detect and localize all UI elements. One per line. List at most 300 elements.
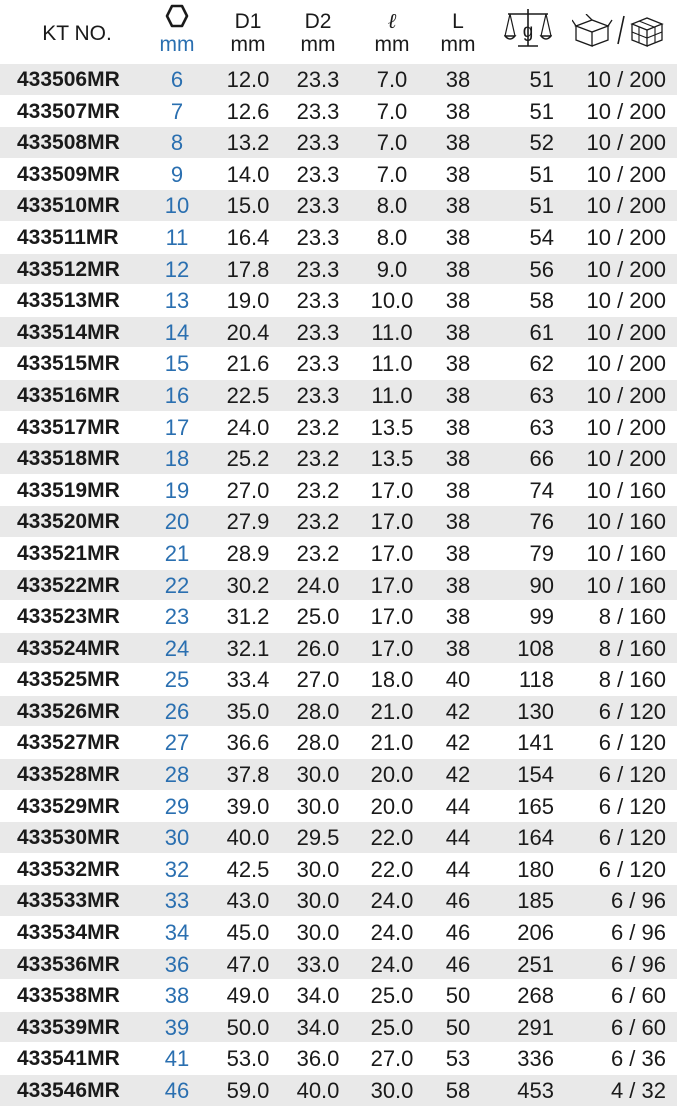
cell-mm: 21 xyxy=(164,540,190,566)
cell-mm: 30 xyxy=(164,825,190,851)
cell-pack: 6 / 120 xyxy=(598,825,666,851)
cell-L: 42 xyxy=(445,698,471,724)
cell-pack: 10 / 200 xyxy=(586,193,666,219)
cell-kt: 433536MR xyxy=(17,952,120,976)
table-row xyxy=(0,64,677,96)
cell-L: 38 xyxy=(445,604,471,630)
cell-l: 30.0 xyxy=(370,1078,414,1103)
cell-l: 25.0 xyxy=(370,1014,414,1040)
cell-pack: 6 / 96 xyxy=(610,888,666,914)
table-row xyxy=(0,601,677,633)
table-body xyxy=(0,64,677,1107)
cell-g: 51 xyxy=(529,193,554,219)
cell-d1: 40.0 xyxy=(226,825,270,851)
cell-mm: 13 xyxy=(164,288,190,314)
cell-kt: 433511MR xyxy=(17,225,119,249)
cell-d1: 39.0 xyxy=(226,793,270,819)
cell-d2: 29.5 xyxy=(296,825,340,851)
cell-kt: 433521MR xyxy=(17,541,120,565)
cell-pack: 10 / 200 xyxy=(586,414,666,440)
table-row xyxy=(0,1043,677,1075)
cell-pack: 10 / 200 xyxy=(586,351,666,377)
cell-L: 38 xyxy=(445,98,471,124)
cell-kt: 433512MR xyxy=(17,257,120,281)
cell-d1: 17.8 xyxy=(226,256,270,282)
cell-d1: 15.0 xyxy=(226,193,270,219)
cell-kt: 433533MR xyxy=(17,889,120,913)
cell-l: 7.0 xyxy=(376,67,408,92)
cell-kt: 433509MR xyxy=(17,162,120,186)
cell-pack: 10 / 160 xyxy=(586,572,666,598)
cell-d1: 14.0 xyxy=(226,161,270,187)
cell-g: 52 xyxy=(529,130,554,156)
header-d1-label: D1 xyxy=(234,10,262,33)
cell-d2: 26.0 xyxy=(296,635,340,661)
cell-g: 130 xyxy=(517,698,554,724)
cell-pack: 6 / 120 xyxy=(598,793,666,819)
cell-g: 74 xyxy=(529,477,554,503)
cell-l: 11.0 xyxy=(371,319,413,345)
cell-mm: 39 xyxy=(164,1014,190,1040)
box-icon xyxy=(572,14,664,48)
cell-g: 251 xyxy=(517,951,554,977)
cell-L: 38 xyxy=(445,130,471,156)
cell-d2: 36.0 xyxy=(296,1046,340,1072)
cell-pack: 6 / 36 xyxy=(610,1046,666,1072)
header-weight xyxy=(500,0,556,62)
cell-l: 17.0 xyxy=(370,477,414,503)
cell-d1: 42.5 xyxy=(226,856,270,882)
cell-d1: 19.0 xyxy=(226,288,270,314)
cell-L: 42 xyxy=(445,762,471,788)
cell-L: 46 xyxy=(445,951,471,977)
cell-kt: 433526MR xyxy=(17,699,120,723)
cell-L: 38 xyxy=(445,161,471,187)
cell-kt: 433541MR xyxy=(17,1047,120,1071)
cell-d2: 24.0 xyxy=(296,572,340,598)
table-row xyxy=(0,1012,677,1044)
cell-l: 25.0 xyxy=(370,983,414,1009)
cell-d2: 23.3 xyxy=(296,256,340,282)
cell-kt: 433507MR xyxy=(17,99,120,123)
cell-kt: 433524MR xyxy=(17,636,120,660)
cell-g: 108 xyxy=(517,635,554,661)
cell-l: 21.0 xyxy=(370,730,414,756)
cell-d2: 25.0 xyxy=(296,604,340,630)
cell-pack: 4 / 32 xyxy=(610,1078,666,1103)
cell-pack: 6 / 96 xyxy=(610,951,666,977)
cell-l: 20.0 xyxy=(370,793,414,819)
header-d2-label: D2 xyxy=(304,10,332,33)
cell-mm: 25 xyxy=(164,667,190,693)
header-kt-no xyxy=(22,0,132,62)
cell-mm: 22 xyxy=(164,572,190,598)
cell-mm: 34 xyxy=(164,920,190,946)
header-l xyxy=(436,0,480,62)
cell-L: 46 xyxy=(445,888,471,914)
cell-mm: 27 xyxy=(164,730,190,756)
table-row xyxy=(0,412,677,444)
cell-l: 7.0 xyxy=(376,98,408,124)
cell-kt: 433519MR xyxy=(17,478,120,502)
table-row xyxy=(0,159,677,191)
cell-d1: 27.0 xyxy=(226,477,270,503)
table-row xyxy=(0,791,677,823)
cell-d2: 40.0 xyxy=(296,1078,340,1103)
header-d1 xyxy=(220,0,276,62)
cell-L: 42 xyxy=(445,730,471,756)
cell-l: 27.0 xyxy=(370,1046,414,1072)
cell-kt: 433522MR xyxy=(17,573,120,597)
cell-pack: 6 / 96 xyxy=(610,920,666,946)
header-d2-unit: mm xyxy=(300,33,336,56)
cell-L: 38 xyxy=(445,540,471,566)
cell-d2: 23.3 xyxy=(296,288,340,314)
cell-d2: 23.2 xyxy=(296,477,340,503)
cell-L: 38 xyxy=(445,572,471,598)
cell-L: 58 xyxy=(445,1078,471,1103)
cell-d1: 25.2 xyxy=(226,446,270,472)
cell-l: 17.0 xyxy=(370,635,414,661)
cell-L: 38 xyxy=(445,319,471,345)
cell-pack: 10 / 160 xyxy=(586,477,666,503)
cell-d2: 23.3 xyxy=(296,193,340,219)
cell-kt: 433525MR xyxy=(17,668,120,692)
cell-pack: 6 / 120 xyxy=(598,762,666,788)
cell-pack: 10 / 200 xyxy=(586,161,666,187)
cell-l: 7.0 xyxy=(376,130,408,156)
table-row xyxy=(0,538,677,570)
table-row xyxy=(0,475,677,507)
table-row xyxy=(0,222,677,254)
cell-l: 21.0 xyxy=(370,698,414,724)
cell-L: 38 xyxy=(445,477,471,503)
cell-g: 268 xyxy=(517,983,554,1009)
header-kt-no-label: KT NO. xyxy=(42,22,112,45)
cell-L: 50 xyxy=(445,1014,471,1040)
cell-l: 8.0 xyxy=(376,193,408,219)
cell-pack: 10 / 200 xyxy=(586,224,666,250)
cell-l: 11.0 xyxy=(371,351,413,377)
table-row xyxy=(0,633,677,665)
cell-d1: 24.0 xyxy=(226,414,270,440)
table-row xyxy=(0,380,677,412)
cell-kt: 433528MR xyxy=(17,763,120,787)
table-row xyxy=(0,254,677,286)
cell-mm: 33 xyxy=(164,888,190,914)
cell-l: 13.5 xyxy=(370,446,414,472)
cell-kt: 433532MR xyxy=(17,857,120,881)
cell-d2: 28.0 xyxy=(296,730,340,756)
cell-pack: 10 / 200 xyxy=(586,130,666,156)
cell-kt: 433508MR xyxy=(17,131,120,155)
cell-mm: 29 xyxy=(164,793,190,819)
cell-d2: 23.3 xyxy=(296,161,340,187)
cell-d1: 20.4 xyxy=(226,319,270,345)
cell-mm: 20 xyxy=(164,509,190,535)
cell-g: 99 xyxy=(529,604,554,630)
cell-l: 20.0 xyxy=(370,762,414,788)
packing-icons xyxy=(570,14,666,53)
cell-d1: 12.0 xyxy=(226,67,270,92)
cell-kt: 433523MR xyxy=(17,605,120,629)
cell-mm: 36 xyxy=(164,951,190,977)
cell-g: 51 xyxy=(529,161,554,187)
cell-L: 46 xyxy=(445,920,471,946)
cell-L: 44 xyxy=(445,825,471,851)
cell-kt: 433520MR xyxy=(17,510,120,534)
cell-l: 10.0 xyxy=(370,288,414,314)
hexagon-icon xyxy=(152,4,202,33)
cell-d1: 33.4 xyxy=(226,667,270,693)
cell-l: 18.0 xyxy=(370,667,414,693)
table-row xyxy=(0,664,677,696)
cell-kt: 433534MR xyxy=(17,921,120,945)
cell-L: 38 xyxy=(445,193,471,219)
header-l-label: L xyxy=(452,10,464,33)
cell-l: 11.0 xyxy=(371,382,413,408)
cell-g: 51 xyxy=(529,67,554,92)
header-l-small-unit: mm xyxy=(374,33,410,56)
cell-kt: 433518MR xyxy=(17,447,120,471)
cell-d2: 23.3 xyxy=(296,319,340,345)
cell-d1: 16.4 xyxy=(226,224,270,250)
cell-mm: 14 xyxy=(164,319,190,345)
cell-d2: 33.0 xyxy=(296,951,340,977)
cell-L: 38 xyxy=(445,224,471,250)
cell-g: 180 xyxy=(517,856,554,882)
cell-pack: 8 / 160 xyxy=(598,635,666,661)
cell-pack: 8 / 160 xyxy=(598,667,666,693)
header-hex xyxy=(152,0,202,62)
cell-mm: 10 xyxy=(164,193,190,219)
table-row xyxy=(0,727,677,759)
cell-d2: 30.0 xyxy=(296,856,340,882)
cell-kt: 433539MR xyxy=(17,1015,120,1039)
cell-d1: 27.9 xyxy=(226,509,270,535)
cell-kt: 433516MR xyxy=(17,383,120,407)
cell-L: 38 xyxy=(445,382,471,408)
cell-mm: 17 xyxy=(164,414,190,440)
cell-d1: 31.2 xyxy=(226,604,270,630)
cell-L: 38 xyxy=(445,351,471,377)
cell-d2: 34.0 xyxy=(296,1014,340,1040)
header-weight-unit: g xyxy=(522,21,534,42)
table-row xyxy=(0,949,677,981)
cell-l: 7.0 xyxy=(376,161,408,187)
cell-L: 40 xyxy=(445,667,471,693)
cell-d1: 22.5 xyxy=(226,382,270,408)
cell-mm: 41 xyxy=(164,1046,190,1072)
cell-mm: 16 xyxy=(164,382,190,408)
cell-g: 63 xyxy=(529,414,554,440)
table-row xyxy=(0,822,677,854)
cell-d2: 30.0 xyxy=(296,762,340,788)
cell-g: 76 xyxy=(529,509,554,535)
table-row xyxy=(0,348,677,380)
table-row xyxy=(0,190,677,222)
cell-L: 38 xyxy=(445,67,471,92)
cell-kt: 433515MR xyxy=(17,352,120,376)
table-row xyxy=(0,1075,677,1107)
table-row xyxy=(0,696,677,728)
cell-g: 336 xyxy=(517,1046,554,1072)
cell-L: 44 xyxy=(445,793,471,819)
cell-pack: 6 / 120 xyxy=(598,698,666,724)
cell-d2: 30.0 xyxy=(296,920,340,946)
cell-l: 22.0 xyxy=(370,825,414,851)
cell-d2: 30.0 xyxy=(296,888,340,914)
cell-d2: 23.3 xyxy=(296,67,340,92)
header-l-small-label: ℓ xyxy=(387,9,397,33)
cell-l: 24.0 xyxy=(370,951,414,977)
cell-g: 118 xyxy=(518,667,554,693)
cell-mm: 24 xyxy=(164,635,190,661)
cell-d2: 23.3 xyxy=(296,98,340,124)
cell-d2: 34.0 xyxy=(296,983,340,1009)
cell-kt: 433510MR xyxy=(17,194,120,218)
cell-mm: 7 xyxy=(170,98,184,124)
cell-mm: 32 xyxy=(164,856,190,882)
cell-l: 24.0 xyxy=(370,888,414,914)
header-d2 xyxy=(290,0,346,62)
cell-d1: 50.0 xyxy=(226,1014,270,1040)
table-row xyxy=(0,570,677,602)
cell-d1: 59.0 xyxy=(226,1078,270,1103)
cell-L: 38 xyxy=(445,256,471,282)
cell-d2: 23.3 xyxy=(296,130,340,156)
table-row xyxy=(0,96,677,128)
cell-pack: 10 / 200 xyxy=(586,256,666,282)
cell-g: 63 xyxy=(529,382,554,408)
cell-d1: 45.0 xyxy=(226,920,270,946)
cell-d1: 21.6 xyxy=(226,351,270,377)
table-row xyxy=(0,506,677,538)
cell-pack: 8 / 160 xyxy=(598,604,666,630)
cell-mm: 9 xyxy=(170,161,184,187)
cell-mm: 26 xyxy=(164,698,190,724)
cell-pack: 10 / 200 xyxy=(586,382,666,408)
cell-mm: 8 xyxy=(170,130,184,156)
cell-mm: 28 xyxy=(164,762,190,788)
cell-L: 38 xyxy=(445,288,471,314)
cell-L: 50 xyxy=(445,983,471,1009)
cell-l: 17.0 xyxy=(370,540,414,566)
cell-mm: 19 xyxy=(164,477,190,503)
cell-g: 291 xyxy=(517,1014,554,1040)
cell-pack: 10 / 200 xyxy=(586,446,666,472)
cell-g: 62 xyxy=(529,351,554,377)
cell-g: 453 xyxy=(517,1078,554,1103)
cell-kt: 433538MR xyxy=(17,984,120,1008)
cell-pack: 10 / 200 xyxy=(586,288,666,314)
cell-L: 38 xyxy=(445,509,471,535)
cell-d2: 23.2 xyxy=(296,509,340,535)
cell-d2: 23.3 xyxy=(296,351,340,377)
header-hex-unit: mm xyxy=(159,33,195,56)
cell-l: 9.0 xyxy=(376,256,408,282)
cell-kt: 433530MR xyxy=(17,826,120,850)
cell-mm: 38 xyxy=(164,983,190,1009)
table-row xyxy=(0,885,677,917)
cell-L: 38 xyxy=(445,635,471,661)
cell-g: 141 xyxy=(517,730,554,756)
cell-d2: 23.3 xyxy=(296,382,340,408)
cell-L: 53 xyxy=(445,1046,471,1072)
cell-kt: 433513MR xyxy=(17,289,120,313)
cell-pack: 10 / 200 xyxy=(586,319,666,345)
cell-mm: 11 xyxy=(165,224,189,250)
cell-L: 38 xyxy=(445,414,471,440)
cell-d1: 28.9 xyxy=(226,540,270,566)
table-row xyxy=(0,854,677,886)
cell-g: 79 xyxy=(529,540,554,566)
cell-L: 44 xyxy=(445,856,471,882)
cell-d1: 37.8 xyxy=(226,762,270,788)
cell-pack: 6 / 120 xyxy=(598,730,666,756)
cell-d1: 12.6 xyxy=(226,98,270,124)
table-row xyxy=(0,443,677,475)
table-row xyxy=(0,317,677,349)
cell-g: 90 xyxy=(529,572,554,598)
cell-d1: 36.6 xyxy=(226,730,270,756)
table-row xyxy=(0,759,677,791)
cell-g: 51 xyxy=(529,98,554,124)
cell-d2: 23.2 xyxy=(296,446,340,472)
cell-d1: 53.0 xyxy=(226,1046,270,1072)
cell-kt: 433517MR xyxy=(17,415,120,439)
cell-d1: 49.0 xyxy=(226,983,270,1009)
cell-g: 154 xyxy=(517,762,554,788)
table-row xyxy=(0,917,677,949)
cell-g: 185 xyxy=(517,888,554,914)
cell-pack: 10 / 200 xyxy=(586,98,666,124)
table-row xyxy=(0,127,677,159)
cell-l: 13.5 xyxy=(370,414,414,440)
cell-mm: 18 xyxy=(164,446,190,472)
cell-d1: 43.0 xyxy=(226,888,270,914)
cell-l: 17.0 xyxy=(370,604,414,630)
cell-d2: 23.3 xyxy=(296,224,340,250)
table-header xyxy=(0,0,677,62)
cell-g: 165 xyxy=(517,793,554,819)
cell-pack: 10 / 160 xyxy=(586,509,666,535)
cell-d2: 23.2 xyxy=(296,540,340,566)
cell-g: 206 xyxy=(517,920,554,946)
cell-mm: 12 xyxy=(164,256,190,282)
header-l-unit: mm xyxy=(440,33,476,56)
cell-kt: 433529MR xyxy=(17,794,120,818)
cell-pack: 6 / 60 xyxy=(610,1014,666,1040)
cell-g: 66 xyxy=(529,446,554,472)
cell-l: 17.0 xyxy=(370,572,414,598)
cell-L: 38 xyxy=(445,446,471,472)
cell-d1: 30.2 xyxy=(226,572,270,598)
cell-pack: 6 / 60 xyxy=(610,983,666,1009)
cell-d2: 27.0 xyxy=(296,667,340,693)
cell-kt: 433527MR xyxy=(17,731,120,755)
cell-g: 56 xyxy=(529,256,554,282)
cell-pack: 10 / 200 xyxy=(586,67,666,92)
cell-l: 22.0 xyxy=(370,856,414,882)
cell-kt: 433506MR xyxy=(17,68,120,91)
cell-kt: 433514MR xyxy=(17,320,120,344)
cell-d2: 28.0 xyxy=(296,698,340,724)
header-d1-unit: mm xyxy=(230,33,266,56)
cell-mm: 15 xyxy=(164,351,190,377)
cell-l: 17.0 xyxy=(370,509,414,535)
cell-d1: 47.0 xyxy=(226,951,270,977)
